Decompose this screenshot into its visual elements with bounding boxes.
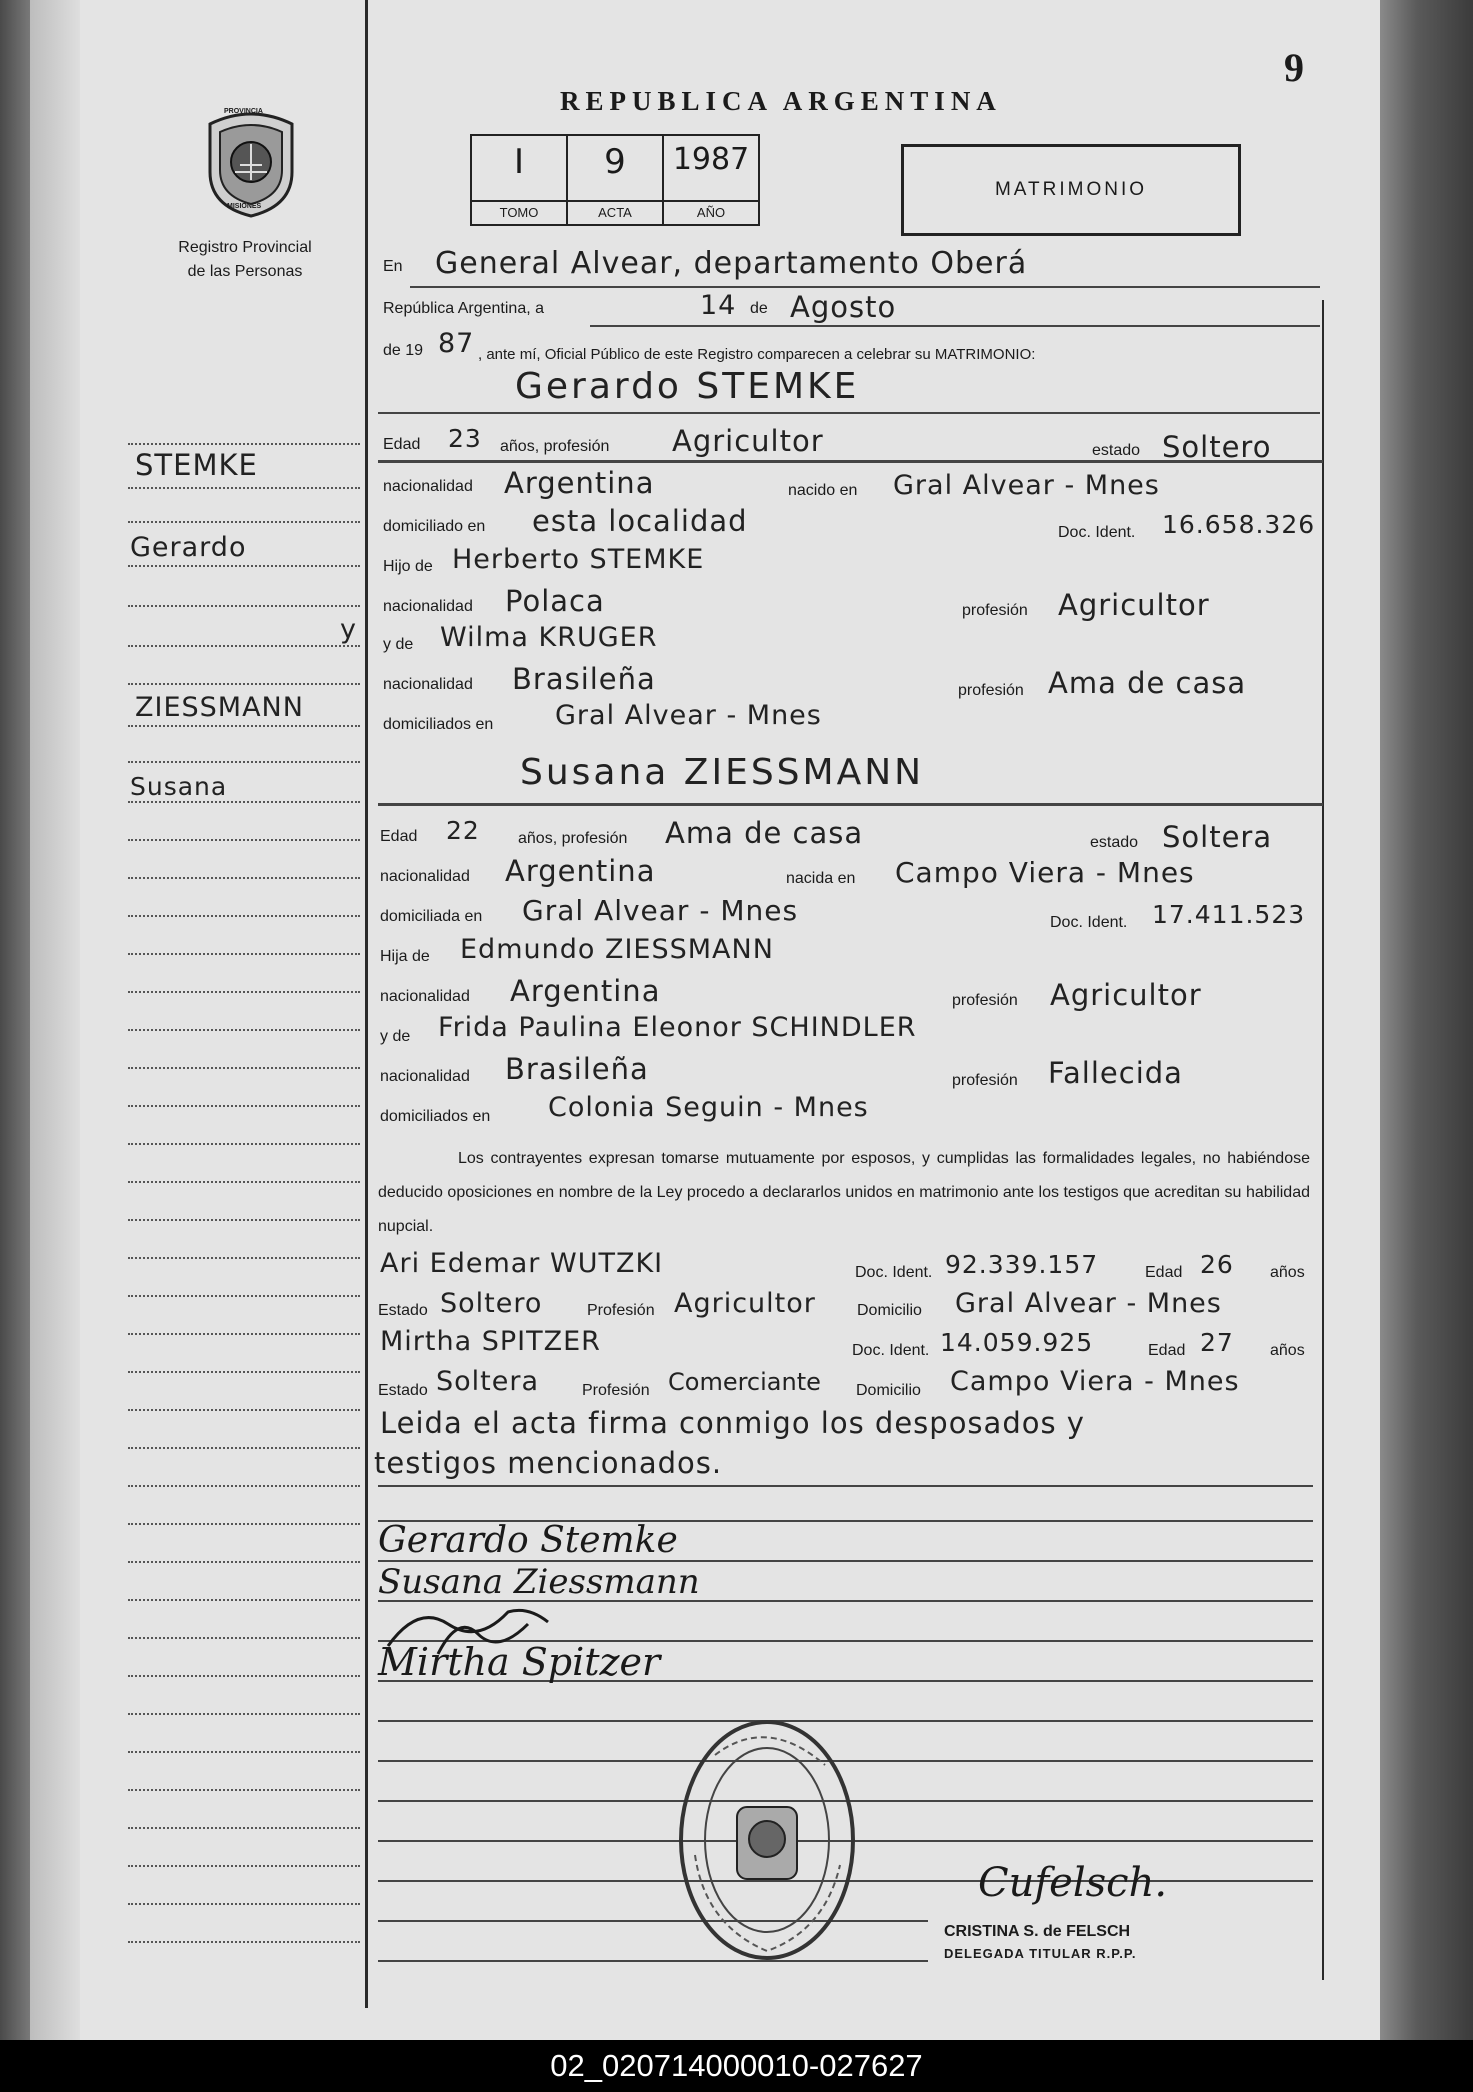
witness2-residence: Campo Viera - Mnes: [950, 1366, 1240, 1397]
seal-bottom-text: MISIONES: [227, 203, 262, 210]
witness2-marital-status: Soltera: [436, 1366, 540, 1397]
label-profesion-groom-mother: profesión: [958, 682, 1024, 699]
bride-marital-status: Soltera: [1162, 820, 1273, 854]
official-name: CRISTINA S. de FELSCH: [944, 1923, 1131, 1940]
label-y-de-groom: y de: [383, 636, 414, 653]
label-nacido-en: nacido en: [788, 482, 858, 499]
witness1-id-number: 92.339.157: [945, 1250, 1099, 1279]
witness2-signature: Mirtha Spitzer: [378, 1640, 661, 1684]
bride-father-name: Edmundo ZIESSMANN: [460, 934, 774, 965]
label-estado-groom: estado: [1092, 442, 1141, 459]
label-profesion-bride-mother: profesión: [952, 1072, 1018, 1089]
act-type-box: MATRIMONIO: [901, 144, 1241, 236]
label-domiciliados-groom: domiciliados en: [383, 716, 494, 733]
witness1-profession: Agricultor: [674, 1288, 816, 1319]
label-nacionalidad-groom-mother: nacionalidad: [383, 676, 473, 693]
label-nacionalidad-groom: nacionalidad: [383, 478, 473, 495]
groom-birthplace: Gral Alvear - Mnes: [893, 470, 1160, 501]
bride-father-profession: Agricultor: [1050, 978, 1202, 1012]
label-estado-witness1: Estado: [378, 1302, 428, 1319]
groom-parents-residence: Gral Alvear - Mnes: [555, 700, 822, 731]
bride-residence: Gral Alvear - Mnes: [522, 894, 799, 927]
label-anos-witness1: años: [1270, 1264, 1305, 1281]
right-border: [1322, 300, 1324, 1980]
anio-label: AÑO: [664, 200, 758, 224]
official-title: DELEGADA TITULAR R.P.P.: [944, 1946, 1137, 1961]
anio-value: 1987: [672, 142, 750, 177]
closing-line-2: testigos mencionados.: [374, 1446, 723, 1480]
groom-mother-name: Wilma KRUGER: [440, 622, 658, 653]
label-nacida-en: nacida en: [786, 870, 856, 887]
witness2-profession: Comerciante: [668, 1368, 821, 1396]
page-number: 9: [1284, 45, 1304, 90]
registry-label-line2: de las Personas: [187, 263, 303, 280]
marriage-day: 14: [700, 290, 737, 321]
tomo-value: I: [513, 142, 525, 182]
label-estado-bride: estado: [1090, 834, 1139, 851]
bride-age: 22: [446, 816, 480, 845]
label-edad-bride: Edad: [380, 828, 418, 845]
bride-signature: Susana Ziessmann: [378, 1562, 700, 1602]
label-domiciliados-bride: domiciliados en: [380, 1108, 491, 1125]
bride-mother-name: Frida Paulina Eleonor SCHINDLER: [438, 1012, 917, 1043]
acta-cell: [568, 136, 664, 224]
label-domiciliado-groom: domiciliado en: [383, 518, 486, 535]
bride-birthplace: Campo Viera - Mnes: [895, 856, 1195, 889]
bride-profession: Ama de casa: [665, 816, 864, 850]
label-profesion-witness1: Profesión: [587, 1302, 655, 1319]
groom-residence: esta localidad: [532, 504, 748, 538]
label-anos-witness2: años: [1270, 1342, 1305, 1359]
label-hija-de: Hija de: [380, 948, 430, 965]
label-de: de: [750, 300, 768, 317]
witness2-id-number: 14.059.925: [940, 1328, 1094, 1357]
label-profesion-bride-father: profesión: [952, 992, 1018, 1009]
bride-id-number: 17.411.523: [1152, 900, 1306, 929]
label-domicilio-witness1: Domicilio: [857, 1302, 922, 1319]
label-doc-bride: Doc. Ident.: [1050, 914, 1128, 931]
groom-nationality: Argentina: [504, 466, 655, 500]
margin-bride-surname: ZIESSMANN: [135, 692, 304, 723]
bride-mother-nationality: Brasileña: [505, 1052, 649, 1086]
seal-top-text: PROVINCIA: [224, 108, 263, 115]
label-nacionalidad-bride: nacionalidad: [380, 868, 470, 885]
label-anos-profesion-bride: años, profesión: [518, 830, 628, 847]
label-domiciliada-bride: domiciliada en: [380, 908, 483, 925]
label-doc-witness2: Doc. Ident.: [852, 1342, 930, 1359]
label-hijo-de: Hijo de: [383, 558, 433, 575]
witness1-name: Ari Edemar WUTZKI: [380, 1248, 664, 1279]
label-en: En: [383, 258, 403, 275]
label-profesion-groom-father: profesión: [962, 602, 1028, 619]
groom-signature: Gerardo Stemke: [378, 1520, 678, 1561]
witness1-residence: Gral Alvear - Mnes: [955, 1288, 1222, 1319]
groom-marital-status: Soltero: [1162, 430, 1272, 464]
label-anos-profesion-groom: años, profesión: [500, 438, 610, 455]
label-y-de-bride: y de: [380, 1028, 411, 1045]
groom-mother-profession: Ama de casa: [1048, 666, 1247, 700]
appearance-statement: , ante mí, Oficial Público de este Registro comparecen a celebrar su MATRIMONIO:: [478, 346, 1036, 363]
anio-cell: [664, 136, 758, 224]
legal-declaration: Los contrayentes expresan tomarse mutuamente por esposos, y cumplidas las formalidades legales, no habiéndose deducido oposiciones en nombre de la Ley procedo a declararlos unidos en matrimonio ante los testigos que acreditan su habilidad nupcial.: [378, 1150, 1310, 1235]
label-nacionalidad-groom-father: nacionalidad: [383, 598, 473, 615]
bride-parents-residence: Colonia Seguin - Mnes: [548, 1092, 869, 1123]
registry-label: [145, 236, 345, 284]
witness1-marital-status: Soltero: [440, 1288, 543, 1319]
groom-profession: Agricultor: [672, 424, 824, 458]
label-nacionalidad-bride-mother: nacionalidad: [380, 1068, 470, 1085]
margin-connector: y: [340, 614, 357, 645]
groom-id-number: 16.658.326: [1162, 510, 1316, 539]
marriage-year: 87: [438, 328, 475, 359]
bride-father-nationality: Argentina: [510, 974, 661, 1008]
groom-age: 23: [448, 424, 482, 453]
label-edad-witness2: Edad: [1148, 1342, 1186, 1359]
groom-mother-nationality: Brasileña: [512, 662, 656, 696]
closing-line-1: Leida el acta firma conmigo los desposados y: [380, 1406, 1085, 1440]
witness2-name: Mirtha SPITZER: [380, 1326, 601, 1357]
official-signature: Cufelsch.: [978, 1860, 1168, 1906]
tomo-label: TOMO: [472, 200, 566, 224]
groom-full-name: Gerardo STEMKE: [515, 366, 860, 407]
acta-label: ACTA: [568, 200, 662, 224]
margin-groom-surname: STEMKE: [135, 448, 258, 482]
image-caption: 02_020714000010-027627: [0, 2040, 1473, 2092]
witness1-age: 26: [1200, 1250, 1234, 1279]
label-doc-witness1: Doc. Ident.: [855, 1264, 933, 1281]
marriage-place: General Alvear, departamento Oberá: [435, 246, 1028, 281]
record-number-box: [470, 134, 760, 226]
registry-stamp-icon: [675, 1715, 860, 1965]
bride-full-name: Susana ZIESSMANN: [520, 752, 925, 793]
margin-bride-name: Susana: [130, 772, 228, 801]
groom-father-name: Herberto STEMKE: [452, 544, 705, 575]
facing-page-edge: [30, 0, 86, 2040]
book-cover-edge: [1380, 0, 1473, 2040]
tomo-cell: [472, 136, 568, 224]
acta-value: 9: [604, 142, 626, 182]
label-domicilio-witness2: Domicilio: [856, 1382, 921, 1399]
registry-label-line1: Registro Provincial: [178, 239, 312, 256]
label-doc-groom: Doc. Ident.: [1058, 524, 1136, 541]
label-nacionalidad-bride-father: nacionalidad: [380, 988, 470, 1005]
label-de-19: de 19: [383, 342, 424, 359]
label-profesion-witness2: Profesión: [582, 1382, 650, 1399]
label-estado-witness2: Estado: [378, 1382, 428, 1399]
label-republica: República Argentina, a: [383, 300, 544, 317]
document-title: REPUBLICA ARGENTINA: [560, 86, 1002, 116]
bride-mother-profession: Fallecida: [1048, 1056, 1183, 1090]
groom-father-profession: Agricultor: [1058, 588, 1210, 622]
label-edad-groom: Edad: [383, 436, 421, 453]
bride-nationality: Argentina: [505, 854, 656, 888]
marriage-month: Agosto: [790, 290, 897, 324]
witness2-age: 27: [1200, 1328, 1234, 1357]
groom-father-nationality: Polaca: [505, 584, 605, 618]
label-edad-witness1: Edad: [1145, 1264, 1183, 1281]
margin-groom-name: Gerardo: [130, 532, 247, 563]
margin-divider: [365, 0, 368, 2008]
